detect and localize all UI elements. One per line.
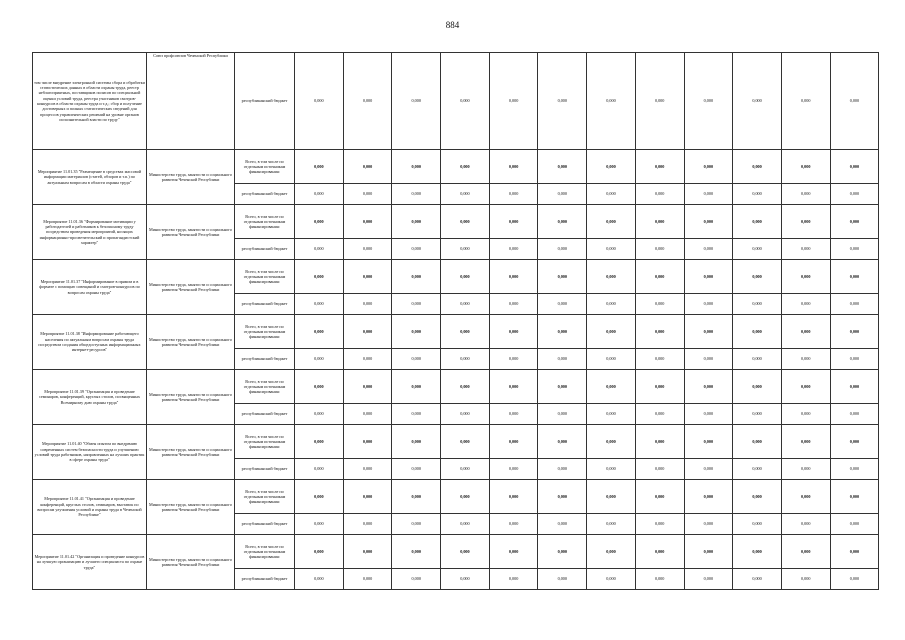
value-cell: 0,000 [343, 514, 392, 535]
value-cell: 0,000 [733, 569, 782, 590]
value-cell: 0,000 [587, 150, 636, 184]
value-cell: 0,000 [781, 53, 830, 150]
value-cell: 0,000 [392, 184, 441, 205]
value-cell: 0,000 [587, 404, 636, 425]
value-cell: 0,000 [830, 260, 879, 294]
measure-name-cell: Мероприятие 11.01.35 "Размещение в средствах массовой информации материалов (статей, обзоров и т.п.) по актуальным вопросам в области охраны труда" [33, 150, 147, 205]
value-cell: 0,000 [343, 53, 392, 150]
value-cell: 0,000 [489, 150, 538, 184]
value-cell: 0,000 [587, 315, 636, 349]
value-cell: 0,000 [635, 514, 684, 535]
table-row [33, 315, 879, 349]
value-cell: 0,000 [392, 459, 441, 480]
value-cell: 0,000 [684, 459, 733, 480]
value-cell: 0,000 [830, 480, 879, 514]
value-cell: 0,000 [587, 294, 636, 315]
executor-cell: Министерство труда, занятости и социального развития Чеченской Республики [147, 315, 235, 370]
value-cell: 0,000 [781, 459, 830, 480]
value-cell: 0,000 [781, 260, 830, 294]
value-cell: 0,000 [295, 53, 344, 150]
value-cell: 0,000 [587, 53, 636, 150]
value-cell: 0,000 [343, 294, 392, 315]
value-cell: 0,000 [343, 315, 392, 349]
executor-cell: Министерство труда, занятости и социального развития Чеченской Республики [147, 425, 235, 480]
value-cell: 0,000 [538, 404, 587, 425]
executor-cell: Министерство труда, занятости и социального развития Чеченской Республики [147, 535, 235, 590]
measure-name-cell: Мероприятие 11.01.38 "Информирование работающего населения по актуальным вопросам охраны труда посредством создания общедоступных информационных интернет-ресурсов" [33, 315, 147, 370]
value-cell: 0,000 [343, 404, 392, 425]
value-cell: 0,000 [781, 535, 830, 569]
value-cell: 0,000 [830, 370, 879, 404]
value-cell: 0,000 [538, 514, 587, 535]
value-cell: 0,000 [538, 205, 587, 239]
value-cell: 0,000 [489, 370, 538, 404]
value-cell: 0,000 [587, 569, 636, 590]
value-cell: 0,000 [635, 294, 684, 315]
table-row [33, 53, 879, 150]
value-cell: 0,000 [295, 260, 344, 294]
value-cell: 0,000 [489, 535, 538, 569]
value-cell: 0,000 [587, 184, 636, 205]
value-cell: 0,000 [295, 239, 344, 260]
value-cell: 0,000 [343, 425, 392, 459]
value-cell: 0,000 [538, 150, 587, 184]
value-cell: 0,000 [295, 569, 344, 590]
value-cell: 0,000 [733, 349, 782, 370]
table-row [33, 150, 879, 184]
value-cell: 0,000 [781, 480, 830, 514]
value-cell: 0,000 [684, 150, 733, 184]
value-cell: 0,000 [830, 239, 879, 260]
value-cell: 0,000 [781, 315, 830, 349]
value-cell: 0,000 [781, 184, 830, 205]
value-cell: 0,000 [538, 480, 587, 514]
value-cell: 0,000 [733, 514, 782, 535]
table-row [33, 205, 879, 239]
value-cell: 0,000 [489, 459, 538, 480]
value-cell: 0,000 [343, 205, 392, 239]
value-cell: 0,000 [587, 239, 636, 260]
value-cell: 0,000 [830, 459, 879, 480]
value-cell: 0,000 [343, 184, 392, 205]
value-cell: 0,000 [684, 205, 733, 239]
value-cell: 0,000 [587, 425, 636, 459]
value-cell: 0,000 [441, 184, 490, 205]
value-cell: 0,000 [684, 349, 733, 370]
funding-source-cell: республиканский бюджет [235, 349, 295, 370]
measure-name-cell: Мероприятие 11.01.36 "Формирование мотивации у работодателей и работников к безопасному труду посредством проведения мероприятий, носящих информационно-просветительский и пропагандистский характер" [33, 205, 147, 260]
value-cell: 0,000 [733, 205, 782, 239]
value-cell: 0,000 [684, 480, 733, 514]
value-cell: 0,000 [635, 370, 684, 404]
value-cell: 0,000 [392, 260, 441, 294]
value-cell: 0,000 [489, 260, 538, 294]
value-cell: 0,000 [441, 349, 490, 370]
executor-cell: Министерство труда, занятости и социального развития Чеченской Республики [147, 370, 235, 425]
value-cell: 0,000 [684, 535, 733, 569]
value-cell: 0,000 [733, 294, 782, 315]
value-cell: 0,000 [295, 370, 344, 404]
value-cell: 0,000 [295, 184, 344, 205]
funding-source-cell: Всего, в том числе по отдельным источникам финансирования: [235, 260, 295, 294]
value-cell: 0,000 [343, 370, 392, 404]
value-cell: 0,000 [343, 569, 392, 590]
value-cell: 0,000 [830, 205, 879, 239]
value-cell: 0,000 [441, 239, 490, 260]
value-cell: 0,000 [635, 480, 684, 514]
value-cell: 0,000 [392, 514, 441, 535]
value-cell: 0,000 [538, 349, 587, 370]
table-row [33, 370, 879, 404]
value-cell: 0,000 [441, 294, 490, 315]
value-cell: 0,000 [538, 459, 587, 480]
value-cell: 0,000 [635, 459, 684, 480]
value-cell: 0,000 [538, 425, 587, 459]
value-cell: 0,000 [587, 535, 636, 569]
value-cell: 0,000 [538, 315, 587, 349]
value-cell: 0,000 [538, 535, 587, 569]
value-cell: 0,000 [392, 349, 441, 370]
value-cell: 0,000 [830, 184, 879, 205]
value-cell: 0,000 [489, 349, 538, 370]
value-cell: 0,000 [635, 239, 684, 260]
value-cell: 0,000 [733, 459, 782, 480]
value-cell: 0,000 [830, 569, 879, 590]
funding-source-cell: республиканский бюджет [235, 53, 295, 150]
value-cell: 0,000 [392, 370, 441, 404]
measure-name-cell: том числе внедрение электронной системы сбора и обработки статистических данных в области охраны труда, реестр неблагоприятных, поставщиков полисов по специальной оценки условий труда, реестра участников смотров-конкурсов в области охраны труда и т.д.; сбор и получение достоверных и полных статистических сведений для процессов управленческих решений на уровне органов исполнительной власти по труду" [33, 53, 147, 150]
value-cell: 0,000 [295, 404, 344, 425]
value-cell: 0,000 [635, 315, 684, 349]
value-cell: 0,000 [295, 315, 344, 349]
value-cell: 0,000 [343, 480, 392, 514]
funding-source-cell: республиканский бюджет [235, 184, 295, 205]
value-cell: 0,000 [587, 459, 636, 480]
value-cell: 0,000 [587, 349, 636, 370]
table-row [33, 535, 879, 569]
value-cell: 0,000 [441, 150, 490, 184]
value-cell: 0,000 [343, 150, 392, 184]
budget-table [32, 52, 879, 590]
value-cell: 0,000 [733, 315, 782, 349]
value-cell: 0,000 [295, 535, 344, 569]
value-cell: 0,000 [733, 535, 782, 569]
value-cell: 0,000 [684, 260, 733, 294]
table-row [33, 480, 879, 514]
measure-name-cell: Мероприятие 11.01.42 "Организация и проведение конкурсов на лучшую организацию и лучшего специалиста по охране труда" [33, 535, 147, 590]
value-cell: 0,000 [538, 239, 587, 260]
value-cell: 0,000 [830, 315, 879, 349]
measure-name-cell: Мероприятие 11.01.41 "Организация и проведение конференций, круглых столов, семинаров, выставок по вопросам улучшения условий и охраны труда в Чеченской Республике" [33, 480, 147, 535]
value-cell: 0,000 [733, 425, 782, 459]
value-cell: 0,000 [538, 184, 587, 205]
value-cell: 0,000 [733, 370, 782, 404]
value-cell: 0,000 [781, 294, 830, 315]
table-row [33, 425, 879, 459]
executor-cell: Министерство труда, занятости и социального развития Чеченской Республики [147, 205, 235, 260]
value-cell: 0,000 [489, 239, 538, 260]
value-cell: 0,000 [684, 514, 733, 535]
value-cell: 0,000 [635, 404, 684, 425]
executor-cell: Союз профсоюзов Чеченской Республики [147, 53, 235, 150]
value-cell: 0,000 [343, 239, 392, 260]
value-cell: 0,000 [295, 205, 344, 239]
value-cell: 0,000 [441, 569, 490, 590]
value-cell: 0,000 [587, 260, 636, 294]
funding-source-cell: Всего, в том числе по отдельным источникам финансирования: [235, 150, 295, 184]
value-cell: 0,000 [830, 294, 879, 315]
funding-source-cell: Всего, в том числе по отдельным источникам финансирования: [235, 205, 295, 239]
value-cell: 0,000 [538, 260, 587, 294]
value-cell: 0,000 [538, 294, 587, 315]
value-cell: 0,000 [538, 569, 587, 590]
funding-source-cell: Всего, в том числе по отдельным источникам финансирования: [235, 425, 295, 459]
value-cell: 0,000 [392, 535, 441, 569]
value-cell: 0,000 [733, 260, 782, 294]
value-cell: 0,000 [441, 205, 490, 239]
funding-source-cell: республиканский бюджет [235, 404, 295, 425]
value-cell: 0,000 [684, 425, 733, 459]
value-cell: 0,000 [343, 349, 392, 370]
value-cell: 0,000 [489, 315, 538, 349]
value-cell: 0,000 [441, 425, 490, 459]
table-row [33, 260, 879, 294]
value-cell: 0,000 [295, 459, 344, 480]
funding-source-cell: республиканский бюджет [235, 294, 295, 315]
funding-source-cell: Всего, в том числе по отдельным источникам финансирования: [235, 535, 295, 569]
value-cell: 0,000 [635, 535, 684, 569]
value-cell: 0,000 [538, 53, 587, 150]
value-cell: 0,000 [781, 349, 830, 370]
value-cell: 0,000 [587, 205, 636, 239]
page-number: 884 [445, 20, 460, 30]
value-cell: 0,000 [733, 404, 782, 425]
measure-name-cell: Мероприятие 11.01.39 "Организация и проведение семинаров, конференций, круглых столов, посвященных Всемирному дню охраны труда" [33, 370, 147, 425]
value-cell: 0,000 [830, 535, 879, 569]
value-cell: 0,000 [587, 370, 636, 404]
value-cell: 0,000 [295, 150, 344, 184]
value-cell: 0,000 [489, 480, 538, 514]
funding-source-cell: Всего, в том числе по отдельным источникам финансирования: [235, 315, 295, 349]
value-cell: 0,000 [392, 239, 441, 260]
value-cell: 0,000 [295, 514, 344, 535]
value-cell: 0,000 [392, 294, 441, 315]
value-cell: 0,000 [830, 514, 879, 535]
value-cell: 0,000 [635, 53, 684, 150]
executor-cell: Министерство труда, занятости и социального развития Чеченской Республики [147, 480, 235, 535]
value-cell: 0,000 [489, 425, 538, 459]
value-cell: 0,000 [635, 425, 684, 459]
value-cell: 0,000 [781, 425, 830, 459]
value-cell: 0,000 [781, 569, 830, 590]
value-cell: 0,000 [441, 260, 490, 294]
executor-cell: Министерство труда, занятости и социального развития Чеченской Республики [147, 150, 235, 205]
value-cell: 0,000 [733, 184, 782, 205]
value-cell: 0,000 [392, 569, 441, 590]
value-cell: 0,000 [441, 480, 490, 514]
value-cell: 0,000 [733, 480, 782, 514]
value-cell: 0,000 [441, 53, 490, 150]
value-cell: 0,000 [635, 184, 684, 205]
value-cell: 0,000 [684, 569, 733, 590]
value-cell: 0,000 [635, 569, 684, 590]
value-cell: 0,000 [830, 150, 879, 184]
value-cell: 0,000 [441, 404, 490, 425]
value-cell: 0,000 [830, 425, 879, 459]
value-cell: 0,000 [538, 370, 587, 404]
value-cell: 0,000 [489, 404, 538, 425]
value-cell: 0,000 [733, 53, 782, 150]
value-cell: 0,000 [295, 349, 344, 370]
value-cell: 0,000 [295, 480, 344, 514]
value-cell: 0,000 [635, 349, 684, 370]
value-cell: 0,000 [733, 150, 782, 184]
value-cell: 0,000 [635, 150, 684, 184]
value-cell: 0,000 [781, 370, 830, 404]
funding-source-cell: республиканский бюджет [235, 459, 295, 480]
value-cell: 0,000 [781, 239, 830, 260]
value-cell: 0,000 [343, 459, 392, 480]
value-cell: 0,000 [830, 53, 879, 150]
value-cell: 0,000 [489, 569, 538, 590]
value-cell: 0,000 [830, 404, 879, 425]
value-cell: 0,000 [684, 315, 733, 349]
value-cell: 0,000 [587, 514, 636, 535]
value-cell: 0,000 [392, 315, 441, 349]
funding-source-cell: республиканский бюджет [235, 239, 295, 260]
value-cell: 0,000 [343, 260, 392, 294]
measure-name-cell: Мероприятие 11.01.40 "Обмен опытом по внедрению современных систем безопасности труда и улучшению условий труда работников, направленных на лучших практик в сфере охраны труда" [33, 425, 147, 480]
value-cell: 0,000 [684, 370, 733, 404]
value-cell: 0,000 [781, 150, 830, 184]
value-cell: 0,000 [295, 425, 344, 459]
value-cell: 0,000 [830, 349, 879, 370]
value-cell: 0,000 [587, 480, 636, 514]
value-cell: 0,000 [392, 425, 441, 459]
measure-name-cell: Мероприятие 11.01.37 "Информирование в прямом и в формате с помощью совещаний и смотров-конкурсов по вопросам охраны труда" [33, 260, 147, 315]
value-cell: 0,000 [489, 205, 538, 239]
value-cell: 0,000 [489, 514, 538, 535]
value-cell: 0,000 [343, 535, 392, 569]
value-cell: 0,000 [781, 514, 830, 535]
value-cell: 0,000 [684, 294, 733, 315]
value-cell: 0,000 [781, 205, 830, 239]
value-cell: 0,000 [684, 239, 733, 260]
value-cell: 0,000 [392, 205, 441, 239]
value-cell: 0,000 [489, 294, 538, 315]
value-cell: 0,000 [684, 53, 733, 150]
value-cell: 0,000 [441, 514, 490, 535]
value-cell: 0,000 [392, 404, 441, 425]
value-cell: 0,000 [635, 260, 684, 294]
executor-cell: Министерство труда, занятости и социального развития Чеченской Республики [147, 260, 235, 315]
value-cell: 0,000 [489, 53, 538, 150]
funding-source-cell: республиканский бюджет [235, 514, 295, 535]
value-cell: 0,000 [635, 205, 684, 239]
value-cell: 0,000 [392, 480, 441, 514]
value-cell: 0,000 [441, 315, 490, 349]
value-cell: 0,000 [295, 294, 344, 315]
value-cell: 0,000 [781, 404, 830, 425]
funding-source-cell: республиканский бюджет [235, 569, 295, 590]
value-cell: 0,000 [441, 370, 490, 404]
value-cell: 0,000 [441, 459, 490, 480]
value-cell: 0,000 [684, 404, 733, 425]
value-cell: 0,000 [684, 184, 733, 205]
value-cell: 0,000 [441, 535, 490, 569]
value-cell: 0,000 [392, 53, 441, 150]
value-cell: 0,000 [733, 239, 782, 260]
value-cell: 0,000 [392, 150, 441, 184]
value-cell: 0,000 [489, 184, 538, 205]
funding-source-cell: Всего, в том числе по отдельным источникам финансирования: [235, 370, 295, 404]
funding-source-cell: Всего, в том числе по отдельным источникам финансирования: [235, 480, 295, 514]
